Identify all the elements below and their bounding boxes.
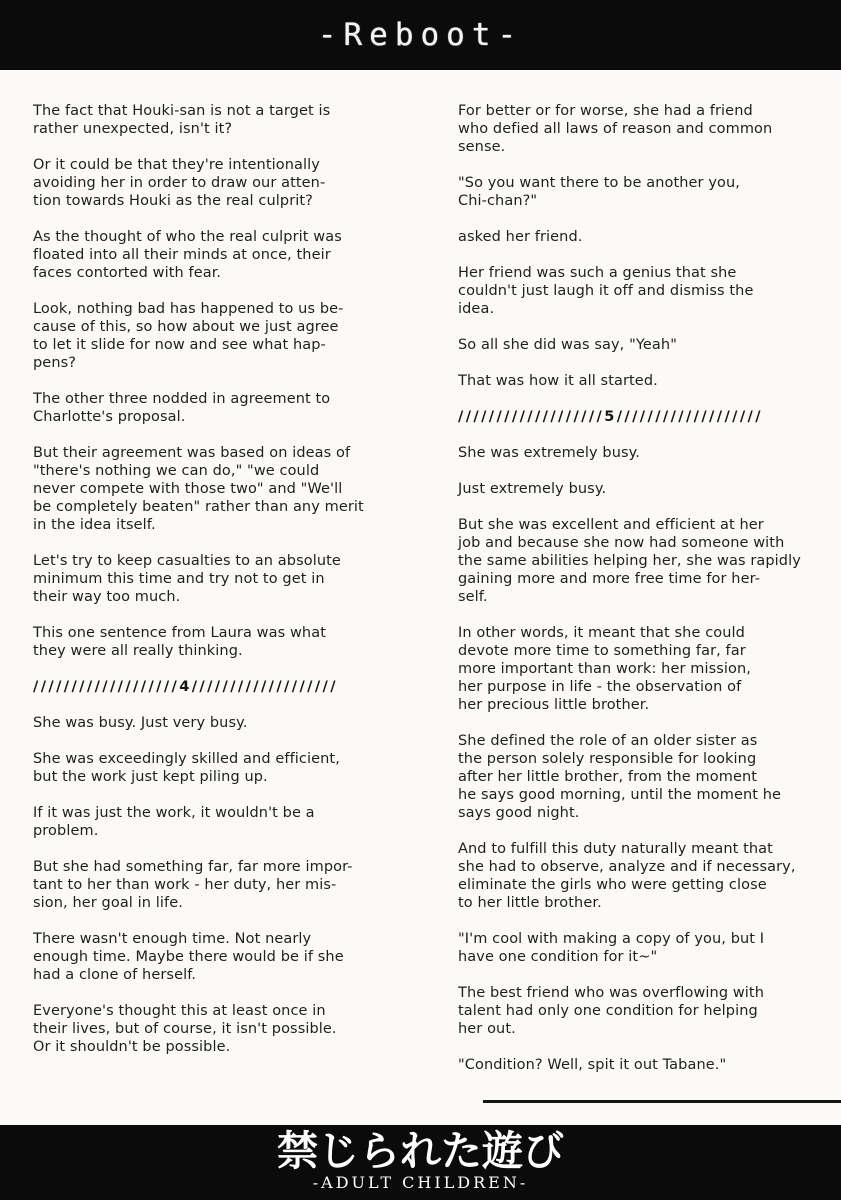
text-line: had a clone of herself. — [33, 967, 197, 983]
paragraph — [33, 156, 406, 210]
column-right — [458, 102, 831, 1125]
paragraph — [458, 228, 831, 246]
paragraph — [458, 264, 831, 318]
paragraph — [458, 336, 831, 354]
section-divider: ///////////////////5/////////////////// — [458, 409, 763, 425]
text-line: he says good morning, until the moment he — [458, 787, 782, 803]
paragraph — [33, 102, 406, 138]
text-line: The other three nodded in agreement to — [33, 391, 331, 407]
text-line: But their agreement was based on ideas of — [33, 445, 351, 461]
text-line: The best friend who was overflowing with — [458, 985, 765, 1001]
text-line: eliminate the girls who were getting close — [458, 877, 767, 893]
text-line: idea. — [458, 301, 495, 317]
paragraph — [33, 750, 406, 786]
paragraph — [458, 102, 831, 156]
text-line: This one sentence from Laura was what — [33, 625, 326, 641]
text-line: As the thought of who the real culprit was — [33, 229, 342, 245]
paragraph — [33, 444, 406, 534]
text-line: pens? — [33, 355, 77, 371]
text-line: couldn't just laugh it off and dismiss the — [458, 283, 754, 299]
text-line: talent had only one condition for helping — [458, 1003, 758, 1019]
text-line: She defined the role of an older sister as — [458, 733, 758, 749]
text-line: says good night. — [458, 805, 580, 821]
footer-subtitle: -ADULT CHILDREN- — [312, 1173, 529, 1192]
text-line: If it was just the work, it wouldn't be a — [33, 805, 315, 821]
text-line: "Condition? Well, spit it out Tabane." — [458, 1057, 727, 1073]
text-line: "So you want there to be another you, — [458, 175, 740, 191]
paragraph — [458, 480, 831, 498]
paragraph — [33, 624, 406, 660]
text-line: There wasn't enough time. Not nearly — [33, 931, 312, 947]
paragraph — [458, 624, 831, 714]
paragraph — [33, 552, 406, 606]
text-line: floated into all their minds at once, their — [33, 247, 331, 263]
text-line: In other words, it meant that she could — [458, 625, 745, 641]
paragraph — [458, 372, 831, 390]
text-line: the person solely responsible for looking — [458, 751, 757, 767]
text-line: "there's nothing we can do," "we could — [33, 463, 320, 479]
text-line: their lives, but of course, it isn't possible. — [33, 1021, 337, 1037]
text-line: to let it slide for now and see what hap- — [33, 337, 326, 353]
text-line: asked her friend. — [458, 229, 583, 245]
text-line: Let's try to keep casualties to an absolute — [33, 553, 341, 569]
text-line: her out. — [458, 1021, 516, 1037]
text-line: to her little brother. — [458, 895, 602, 911]
text-line: Her friend was such a genius that she — [458, 265, 737, 281]
text-line: She was extremely busy. — [458, 445, 640, 461]
paragraph — [458, 516, 831, 606]
text-line: "I'm cool with making a copy of you, but I — [458, 931, 765, 947]
text-line: For better or for worse, she had a friend — [458, 103, 753, 119]
text-line: the same abilities helping her, she was rapidly — [458, 553, 801, 569]
text-line: She was exceedingly skilled and efficient, — [33, 751, 340, 767]
text-line: sense. — [458, 139, 506, 155]
footer-title-japanese: 禁じられた遊び — [277, 1127, 564, 1175]
text-line: But she was excellent and efficient at her — [458, 517, 764, 533]
paragraph — [458, 930, 831, 966]
text-line: she had to observe, analyze and if necessary, — [458, 859, 796, 875]
paragraph — [33, 804, 406, 840]
text-line: faces contorted with fear. — [33, 265, 222, 281]
content-area — [0, 70, 841, 1125]
paragraph — [33, 714, 406, 732]
header-bar — [0, 0, 841, 70]
paragraph — [458, 174, 831, 210]
text-line: have one condition for it~" — [458, 949, 658, 965]
paragraph — [458, 1056, 831, 1074]
text-line: in the idea itself. — [33, 517, 156, 533]
text-line: but the work just kept piling up. — [33, 769, 268, 785]
text-line: The fact that Houki-san is not a target is — [33, 103, 331, 119]
text-line: Just extremely busy. — [458, 481, 607, 497]
text-line: rather unexpected, isn't it? — [33, 121, 233, 137]
scan-artifact-line — [483, 1100, 841, 1103]
text-line: So all she did was say, "Yeah" — [458, 337, 677, 353]
paragraph — [458, 732, 831, 822]
text-line: cause of this, so how about we just agree — [33, 319, 339, 335]
text-line: after her little brother, from the moment — [458, 769, 758, 785]
text-line: sion, her goal in life. — [33, 895, 183, 911]
text-line: minimum this time and try not to get in — [33, 571, 325, 587]
page-title: -Reboot- — [317, 17, 524, 53]
text-line: Charlotte's proposal. — [33, 409, 186, 425]
text-line: self. — [458, 589, 488, 605]
paragraph — [33, 300, 406, 372]
text-line: Or it shouldn't be possible. — [33, 1039, 231, 1055]
text-line: avoiding her in order to draw our atten- — [33, 175, 326, 191]
text-line: But she had something far, far more impor- — [33, 859, 353, 875]
paragraph — [33, 858, 406, 912]
paragraph — [458, 840, 831, 912]
text-line: enough time. Maybe there would be if she — [33, 949, 344, 965]
text-line: never compete with those two" and "We'll — [33, 481, 343, 497]
text-line: Look, nothing bad has happened to us be- — [33, 301, 344, 317]
section-divider: ///////////////////4/////////////////// — [33, 679, 338, 695]
footer-bar — [0, 1125, 841, 1200]
text-line: problem. — [33, 823, 99, 839]
text-line: be completely beaten" rather than any merit — [33, 499, 364, 515]
text-line: She was busy. Just very busy. — [33, 715, 248, 731]
text-line: gaining more and more free time for her- — [458, 571, 761, 587]
text-line: they were all really thinking. — [33, 643, 243, 659]
text-line: job and because she now had someone with — [458, 535, 785, 551]
text-line: Everyone's thought this at least once in — [33, 1003, 326, 1019]
text-line: Chi-chan?" — [458, 193, 538, 209]
paragraph — [33, 1002, 406, 1056]
paragraph — [33, 930, 406, 984]
text-line: who defied all laws of reason and common — [458, 121, 773, 137]
text-line: Or it could be that they're intentionally — [33, 157, 320, 173]
text-line: her precious little brother. — [458, 697, 650, 713]
text-line: That was how it all started. — [458, 373, 658, 389]
text-line: her purpose in life - the observation of — [458, 679, 742, 695]
text-line: devote more time to something far, far — [458, 643, 746, 659]
text-line: more important than work: her mission, — [458, 661, 751, 677]
paragraph — [33, 390, 406, 426]
text-line: tion towards Houki as the real culprit? — [33, 193, 313, 209]
text-line: And to fulfill this duty naturally meant that — [458, 841, 773, 857]
paragraph — [33, 228, 406, 282]
text-line: tant to her than work - her duty, her mis- — [33, 877, 337, 893]
text-line: their way too much. — [33, 589, 181, 605]
column-left — [33, 102, 406, 1125]
paragraph — [458, 984, 831, 1038]
paragraph — [458, 444, 831, 462]
